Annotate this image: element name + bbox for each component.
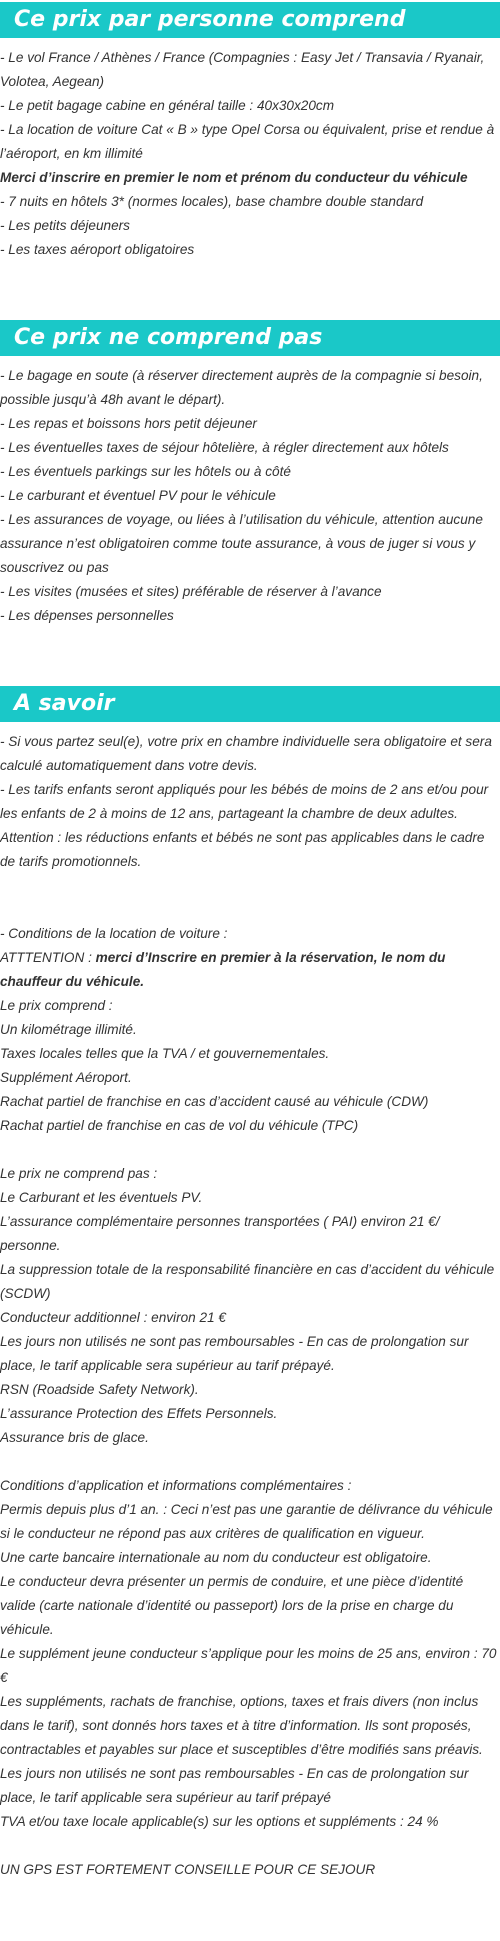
text-line: Taxes locales telles que la TVA / et gouvernementales.: [0, 1046, 330, 1061]
section-content: [0, 722, 500, 1882]
text-line: - Le bagage en soute (à réserver directement auprès de la compagnie si besoin, possible jusqu’à 48h avant le départ).: [0, 368, 483, 407]
spacer: [0, 1450, 500, 1474]
text-line: Supplément Aéroport.: [0, 1070, 132, 1085]
text-line: - Le carburant et éventuel PV pour le véhicule: [0, 488, 276, 503]
text-line: - Les éventuels parkings sur les hôtels ou à côté: [0, 464, 291, 479]
section-good-to-know: [0, 686, 500, 1882]
text-line: Une carte bancaire internationale au nom du conducteur est obligatoire.: [0, 1550, 432, 1565]
text-line: - Les éventuelles taxes de séjour hôtelière, à régler directement aux hôtels: [0, 440, 449, 455]
text-line: Le prix comprend :: [0, 998, 113, 1013]
text-line: Conditions d’application et informations complémentaires :: [0, 1478, 352, 1493]
text-line: - La location de voiture Cat « B » type Opel Corsa ou équivalent, prise et rendue à l’aéroport, en km illimité: [0, 122, 495, 161]
text-line: La suppression totale de la responsabilité financière en cas d’accident du véhicule (SCDW): [0, 1262, 495, 1301]
text-line: - Les assurances de voyage, ou liées à l’utilisation du véhicule, attention aucune assurance n’est obligatoiren comme toute assurance, à vous de juger si vous y souscrivez ou pas: [0, 512, 483, 575]
text-line: - Les visites (musées et sites) préférable de réserver à l’avance: [0, 584, 382, 599]
section-content: [0, 38, 500, 262]
text-line: Rachat partiel de franchise en cas d’accident causé au véhicule (CDW): [0, 1094, 429, 1109]
text-line: Le prix ne comprend pas :: [0, 1166, 158, 1181]
text-line: TVA et/ou taxe locale applicable(s) sur les options et suppléments : 24 %: [0, 1814, 439, 1829]
text-line: Un kilométrage illimité.: [0, 1022, 137, 1037]
section-title: A savoir: [0, 686, 500, 722]
text-line: UN GPS EST FORTEMENT CONSEILLE POUR CE SEJOUR: [0, 1862, 376, 1877]
text-line: - Les dépenses personnelles: [0, 608, 174, 623]
text-line: RSN (Roadside Safety Network).: [0, 1382, 199, 1397]
text-line: Assurance bris de glace.: [0, 1430, 149, 1445]
section-title: Ce prix par personne comprend: [0, 2, 500, 38]
text-line: Les jours non utilisés ne sont pas remboursables - En cas de prolongation sur place, le tarif applicable sera supérieur au tarif prépayé.: [0, 1334, 469, 1373]
text-line: - Les repas et boissons hors petit déjeuner: [0, 416, 257, 431]
text-line: Les suppléments, rachats de franchise, options, taxes et frais divers (non inclus dans le tarif), sont donnés hors taxes et à titre d’information. Ils sont proposés, contractables et payables sur place et susceptibles d’être modifiés sans préavis.: [0, 1694, 483, 1757]
text-line: - Les tarifs enfants seront appliqués pour les bébés de moins de 2 ans et/ou pour les enfants de 2 à moins de 12 ans, partageant la chambre de deux adultes.: [0, 782, 489, 821]
text-line: - Si vous partez seul(e), votre prix en chambre individuelle sera obligatoire et sera calculé automatiquement dans votre devis.: [0, 734, 492, 773]
section-not-included: [0, 320, 500, 628]
text-line: Permis depuis plus d’1 an. : Ceci n’est pas une garantie de délivrance du véhicule si le conducteur ne répond pas aux critères de qualification en vigueur.: [0, 1502, 493, 1541]
text-line: Le conducteur devra présenter un permis de conduire, et une pièce d’identité valide (carte nationale d’identité ou passeport) lors de la prise en charge du véhicule.: [0, 1574, 464, 1637]
spacer: [0, 874, 500, 898]
text-line: Conducteur additionnel : environ 21 €: [0, 1310, 226, 1325]
section-included: [0, 2, 500, 262]
spacer: [0, 1138, 500, 1162]
section-content: [0, 356, 500, 628]
spacer: [0, 898, 500, 922]
section-title: Ce prix ne comprend pas: [0, 320, 500, 356]
text-line: Le Carburant et les éventuels PV.: [0, 1190, 203, 1205]
document: [0, 2, 500, 1882]
text-line: L’assurance Protection des Effets Personnels.: [0, 1406, 278, 1421]
text-line: - Conditions de la location de voiture :: [0, 926, 228, 941]
line-prefix: ATTTENTION :: [0, 950, 96, 965]
spacer: [0, 1834, 500, 1858]
text-line: L’assurance complémentaire personnes transportées ( PAI) environ 21 €/ personne.: [0, 1214, 440, 1253]
text-line: - Les taxes aéroport obligatoires: [0, 242, 195, 257]
text-line: Rachat partiel de franchise en cas de vol du véhicule (TPC): [0, 1118, 359, 1133]
text-line: Le supplément jeune conducteur s’applique pour les moins de 25 ans, environ : 70 €: [0, 1646, 497, 1685]
text-line: Attention : les réductions enfants et bébés ne sont pas applicables dans le cadre de tarifs promotionnels.: [0, 830, 485, 869]
text-line: - Le vol France / Athènes / France (Compagnies : Easy Jet / Transavia / Ryanair, Volotea, Aegean): [0, 50, 485, 89]
text-line: - Les petits déjeuners: [0, 218, 130, 233]
text-line: Merci d’inscrire en premier le nom et prénom du conducteur du véhicule: [0, 170, 468, 185]
text-line: - 7 nuits en hôtels 3* (normes locales), base chambre double standard: [0, 194, 424, 209]
text-line: - Le petit bagage cabine en général taille : 40x30x20cm: [0, 98, 335, 113]
text-line: [0, 946, 500, 994]
line-emphasis: merci d’Inscrire en premier à la réservation, le nom du chauffeur du véhicule.: [0, 950, 446, 989]
text-line: Les jours non utilisés ne sont pas remboursables - En cas de prolongation sur place, le tarif applicable sera supérieur au tarif prépayé: [0, 1766, 469, 1805]
